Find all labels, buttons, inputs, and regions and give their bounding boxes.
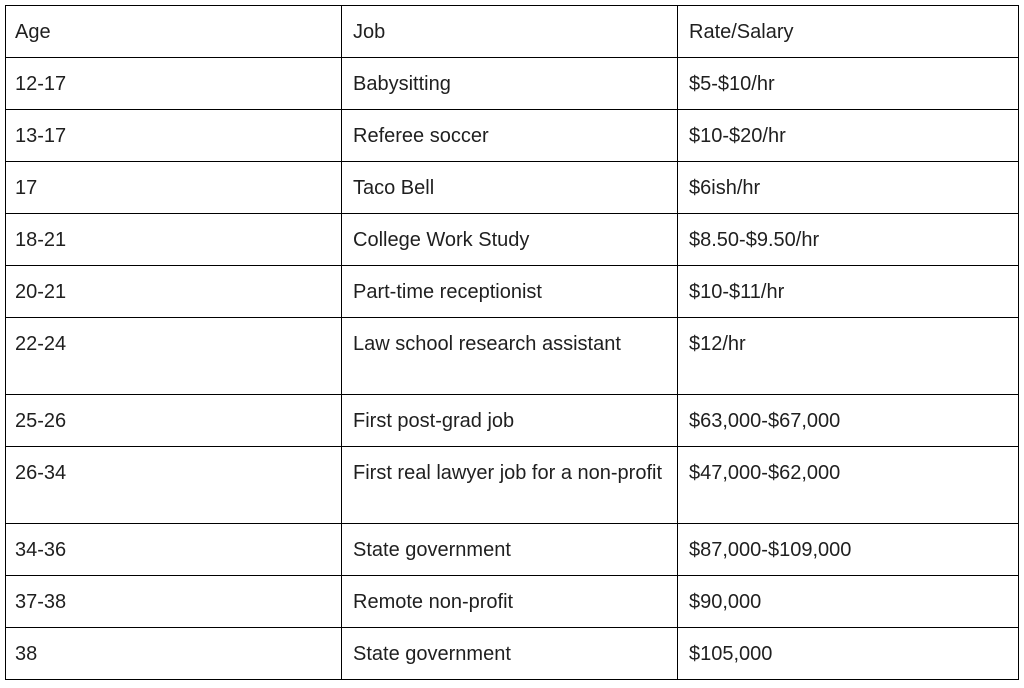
age-cell: 25-26	[6, 395, 342, 447]
job-cell: Remote non-profit	[342, 576, 678, 628]
table-header-row	[6, 6, 1019, 58]
rate-cell: $6ish/hr	[678, 162, 1019, 214]
rate-cell: $105,000	[678, 628, 1019, 680]
job-cell: First real lawyer job for a non-profit	[342, 447, 678, 524]
header-job: Job	[342, 6, 678, 58]
age-cell: 20-21	[6, 266, 342, 318]
age-cell: 22-24	[6, 318, 342, 395]
table-row	[6, 110, 1019, 162]
table-row	[6, 162, 1019, 214]
table-row	[6, 524, 1019, 576]
job-cell: Part-time receptionist	[342, 266, 678, 318]
rate-cell: $12/hr	[678, 318, 1019, 395]
rate-cell: $63,000-$67,000	[678, 395, 1019, 447]
job-cell: State government	[342, 524, 678, 576]
rate-cell: $5-$10/hr	[678, 58, 1019, 110]
rate-cell: $8.50-$9.50/hr	[678, 214, 1019, 266]
age-cell: 17	[6, 162, 342, 214]
job-cell: Taco Bell	[342, 162, 678, 214]
age-cell: 37-38	[6, 576, 342, 628]
table-row	[6, 318, 1019, 395]
table-row	[6, 214, 1019, 266]
table-row	[6, 628, 1019, 680]
table-row	[6, 58, 1019, 110]
rate-cell: $47,000-$62,000	[678, 447, 1019, 524]
header-rate-salary: Rate/Salary	[678, 6, 1019, 58]
job-cell: College Work Study	[342, 214, 678, 266]
job-history-table	[5, 5, 1019, 680]
header-age: Age	[6, 6, 342, 58]
job-cell: Babysitting	[342, 58, 678, 110]
rate-cell: $10-$20/hr	[678, 110, 1019, 162]
rate-cell: $87,000-$109,000	[678, 524, 1019, 576]
table-row	[6, 395, 1019, 447]
table-row	[6, 447, 1019, 524]
table-row	[6, 576, 1019, 628]
age-cell: 13-17	[6, 110, 342, 162]
rate-cell: $10-$11/hr	[678, 266, 1019, 318]
age-cell: 26-34	[6, 447, 342, 524]
age-cell: 18-21	[6, 214, 342, 266]
age-cell: 34-36	[6, 524, 342, 576]
job-cell: State government	[342, 628, 678, 680]
job-cell: Referee soccer	[342, 110, 678, 162]
job-cell: Law school research assistant	[342, 318, 678, 395]
job-history-table-container	[5, 5, 1018, 680]
rate-cell: $90,000	[678, 576, 1019, 628]
age-cell: 12-17	[6, 58, 342, 110]
job-cell: First post-grad job	[342, 395, 678, 447]
age-cell: 38	[6, 628, 342, 680]
table-row	[6, 266, 1019, 318]
